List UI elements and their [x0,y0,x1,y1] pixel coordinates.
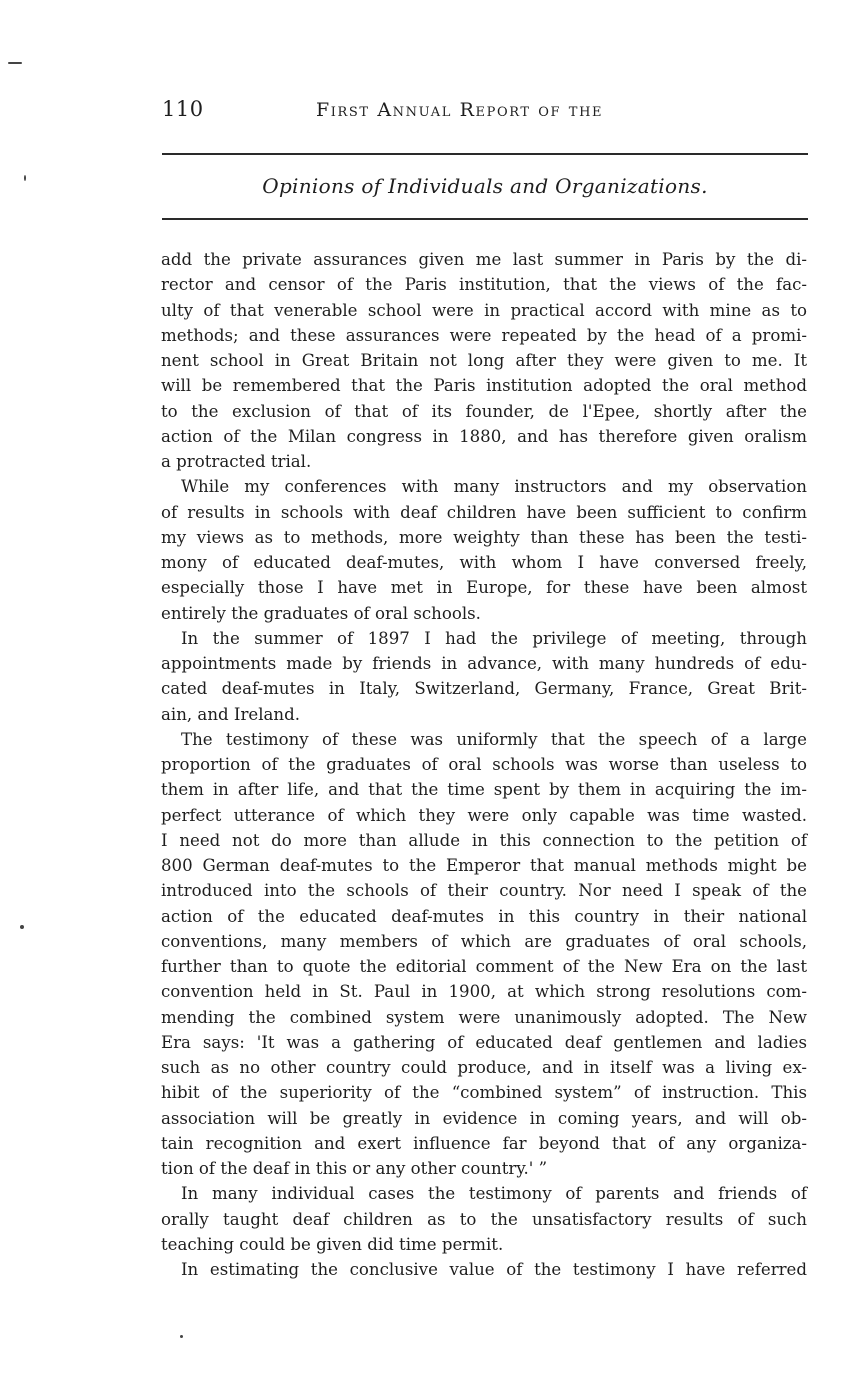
text-line: such as no other country could produce, and in itself was a living ex- [161,1058,807,1077]
text-line: teaching could be given did time permit. [161,1234,504,1254]
text-line: 800 German deaf-mutes to the Emperor that manual methods might be [161,856,807,875]
text-line: my views as to methods, more weighty than these has been the testi- [161,527,807,547]
text-line: action of the educated deaf-mutes in this country in their national [161,906,807,926]
text-line: further than to quote the editorial comment of the New Era on the last [161,957,807,976]
paragraph [161,1257,807,1282]
print-speck [8,62,22,64]
running-head: First Annual Report of the [316,99,604,121]
text-line: appointments made by friends in advance, with many hundreds of edu- [161,654,807,673]
paragraph [161,1181,807,1257]
header-rule-bottom [162,218,808,220]
text-line: them in after life, and that the time spent by them in acquiring the im- [161,780,807,800]
text-line: especially those I have met in Europe, for these have been almost [161,578,807,598]
text-line: methods; and these assurances were repeated by the head of a promi- [161,325,807,345]
text-line: to the exclusion of that of its founder, de l'Epee, shortly after the [161,401,807,421]
print-speck [180,1335,183,1338]
text-line: entirely the graduates of oral schools. [161,603,481,623]
text-line: I need not do more than allude in this connection to the petition of [161,830,807,850]
text-line: nent school in Great Britain not long after they were given to me. It [161,351,807,370]
text-line: rector and censor of the Paris institution, that the views of the fac- [161,275,807,295]
text-line: proportion of the graduates of oral schools was worse than useless to [161,755,807,774]
text-line: add the private assurances given me last summer in Paris by the di- [161,250,807,269]
text-line: cated deaf-mutes in Italy, Switzerland, Germany, France, Great Brit- [161,679,807,699]
header-rule-top [162,153,808,155]
text-line: a protracted trial. [161,452,312,471]
paragraph [161,626,807,727]
print-speck [24,175,26,181]
text-line: association will be greatly in evidence in coming years, and will ob- [161,1108,807,1128]
text-line: of results in schools with deaf children have been sufficient to confirm [161,502,807,522]
text-line: will be remembered that the Paris institution adopted the oral method [161,376,807,396]
paragraph [161,247,807,474]
text-line: In the summer of 1897 I had the privilege of meeting, through [181,628,807,648]
text-line: hibit of the superiority of the “combined system” of instruction. This [161,1083,807,1103]
paragraph [161,727,807,1182]
section-title: Opinions of Individuals and Organizations. [262,174,708,198]
text-line: mending the combined system were unanimously adopted. The New [161,1007,807,1027]
paragraph [161,474,807,626]
text-line: perfect utterance of which they were only capable was time wasted. [161,805,807,825]
text-line: In many individual cases the testimony of parents and friends of [181,1184,807,1204]
text-line: conventions, many members of which are graduates of oral schools, [161,931,807,951]
page-number: 110 [162,97,204,121]
text-line: Era says: 'It was a gathering of educated deaf gentlemen and ladies [161,1032,807,1052]
body-text [161,247,807,1282]
print-speck [20,925,24,929]
text-line: tain recognition and exert influence far beyond that of any organiza- [161,1133,807,1153]
text-line: ulty of that venerable school were in practical accord with mine as to [161,300,807,320]
text-line: tion of the deaf in this or any other country.' ” [161,1159,548,1178]
text-line: mony of educated deaf-mutes, with whom I have conversed freely, [161,553,807,572]
text-line: While my conferences with many instructors and my observation [181,477,807,497]
text-line: ain, and Ireland. [161,704,301,724]
text-line: orally taught deaf children as to the unsatisfactory results of such [161,1209,807,1229]
text-line: introduced into the schools of their country. Nor need I speak of the [161,881,807,901]
text-line: The testimony of these was uniformly that the speech of a large [181,729,807,749]
text-line: In estimating the conclusive value of the testimony I have referred [181,1260,807,1279]
text-line: action of the Milan congress in 1880, and has therefore given oralism [161,426,807,446]
text-line: convention held in St. Paul in 1900, at which strong resolutions com- [161,982,807,1002]
